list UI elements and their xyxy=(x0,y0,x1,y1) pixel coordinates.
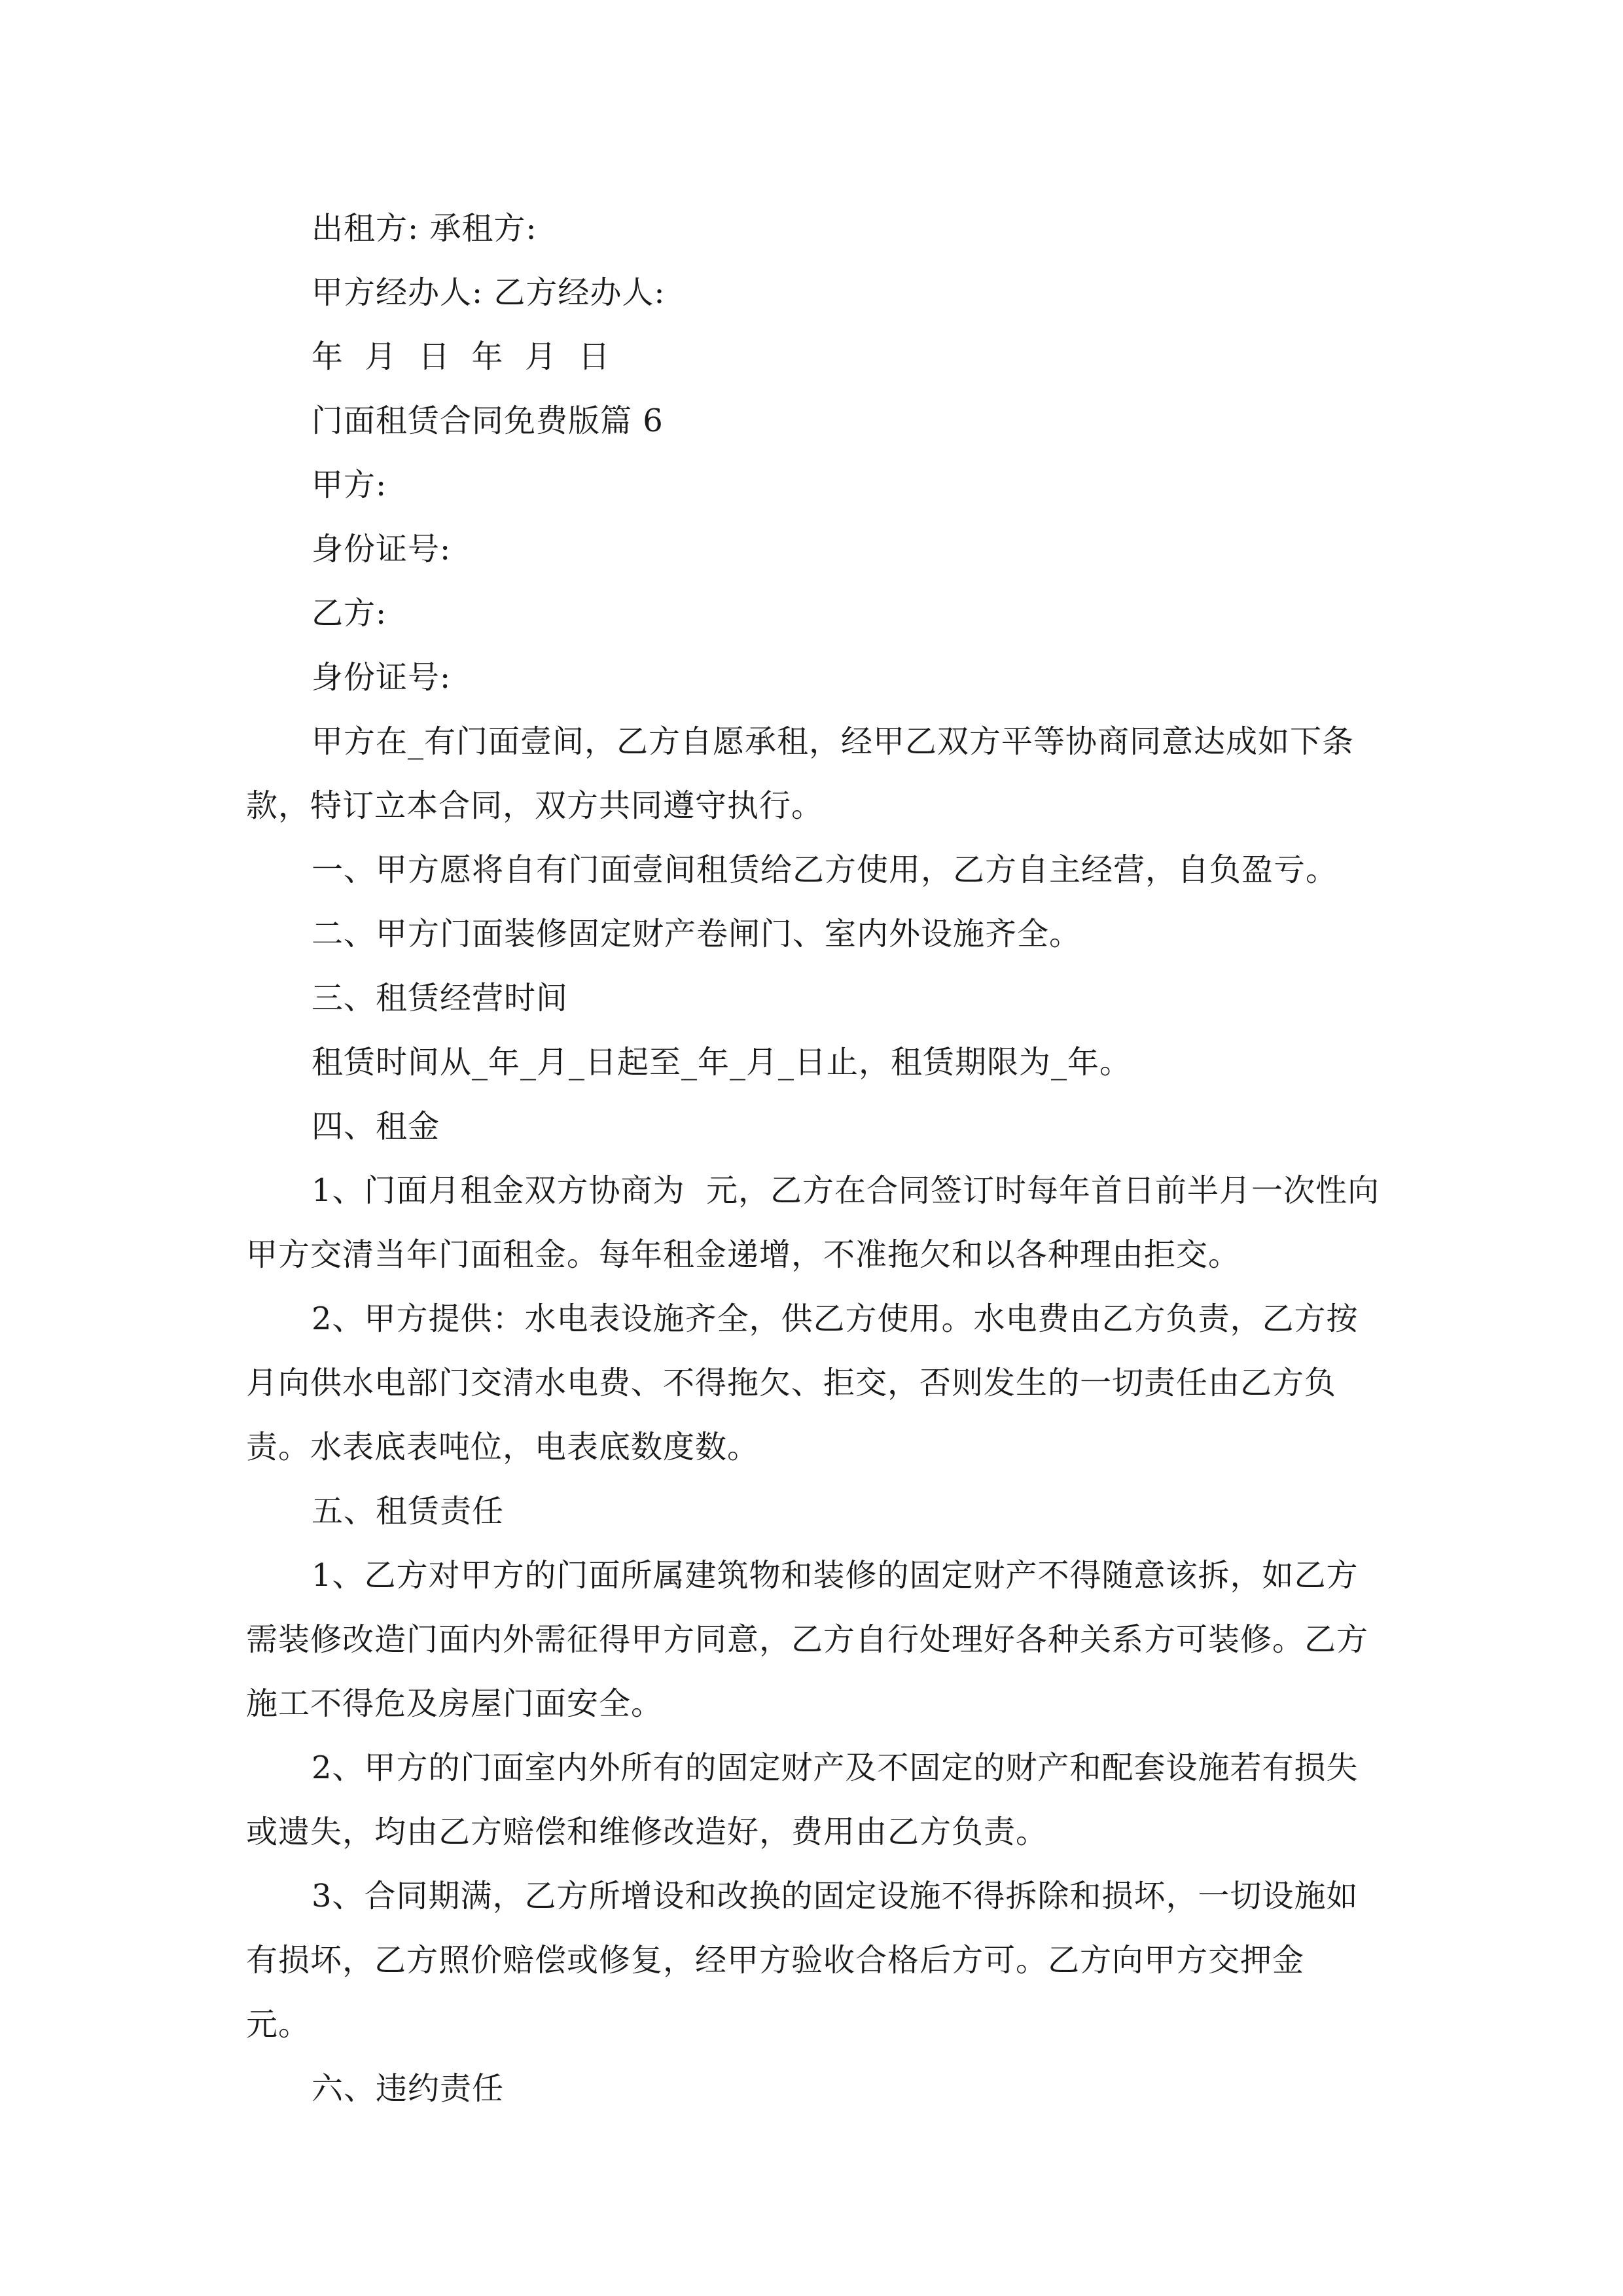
clause-3-body: 租赁时间从_年_月_日起至_年_月_日止，租赁期限为_年。 xyxy=(312,1044,1132,1081)
clause-5-item-3: 3、合同期满，乙方所增设和改换的固定设施不得拆除和损坏，一切设施如有损坏，乙方照价赔偿或修复，经甲方验收合格后方可。乙方向甲方交押金 元。 xyxy=(246,1878,1359,2043)
signature-parties-line: 出租方: 承租方: xyxy=(312,210,537,247)
signature-dates-line: 年 月 日 年 月 日 xyxy=(312,338,611,375)
clause-3-heading: 三、租赁经营时间 xyxy=(312,980,569,1016)
document-body xyxy=(246,196,1382,2121)
signature-agents-line: 甲方经办人: 乙方经办人: xyxy=(312,274,666,311)
clause-4-item-1: 1、门面月租金双方协商为 元，乙方在合同签订时每年首日前半月一次性向甲方交清当年门面租金。每年租金递增，不准拖欠和以各种理由拒交。 xyxy=(246,1172,1380,1273)
party-a-line: 甲方: xyxy=(312,467,387,503)
section-title: 门面租赁合同免费版篇 6 xyxy=(312,403,664,439)
party-a-id-line: 身份证号: xyxy=(312,531,452,567)
clause-1: 一、甲方愿将自有门面壹间租赁给乙方使用，乙方自主经营，自负盈亏。 xyxy=(312,852,1338,888)
clause-5-item-1: 1、乙方对甲方的门面所属建筑物和装修的固定财产不得随意该拆，如乙方需装修改造门面内外需征得甲方同意，乙方自行处理好各种关系方可装修。乙方施工不得危及房屋门面安全。 xyxy=(246,1557,1369,1722)
clause-6-heading: 六、违约责任 xyxy=(312,2070,505,2107)
party-b-line: 乙方: xyxy=(312,595,387,632)
preamble-paragraph: 甲方在_有门面壹间，乙方自愿承租，经甲乙双方平等协商同意达成如下条款，特订立本合同，双方共同遵守执行。 xyxy=(246,723,1355,824)
clause-4-item-2: 2、甲方提供：水电表设施齐全，供乙方使用。水电费由乙方负责，乙方按月向供水电部门交清水电费、不得拖欠、拒交，否则发生的一切责任由乙方负责。水表底表吨位，电表底数度数。 xyxy=(246,1300,1359,1465)
clause-4-heading: 四、租金 xyxy=(312,1108,440,1145)
clause-5-heading: 五、租赁责任 xyxy=(312,1493,505,1530)
clause-5-item-2: 2、甲方的门面室内外所有的固定财产及不固定的财产和配套设施若有损失或遗失，均由乙方赔偿和维修改造好，费用由乙方负责。 xyxy=(246,1749,1359,1850)
party-b-id-line: 身份证号: xyxy=(312,659,452,696)
clause-2: 二、甲方门面装修固定财产卷闸门、室内外设施齐全。 xyxy=(312,916,1082,952)
